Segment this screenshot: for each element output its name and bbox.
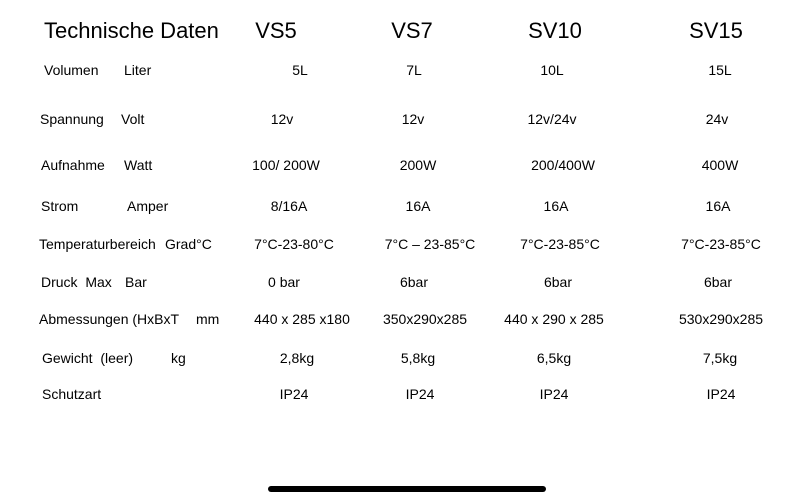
value-cell: 6bar xyxy=(543,274,573,290)
row-unit: mm xyxy=(196,311,220,327)
table-row xyxy=(0,155,800,175)
row-unit: Bar xyxy=(125,274,147,290)
value-cell: 100/ 200W xyxy=(252,157,320,173)
row-unit: kg xyxy=(171,350,186,366)
row-unit: Watt xyxy=(124,157,153,173)
row-label: Strom xyxy=(41,198,79,214)
value-cell: 7°C-23-85°C xyxy=(681,236,761,252)
table-row xyxy=(0,348,800,368)
value-cell: 7°C-23-80°C xyxy=(254,236,334,252)
value-cell: 15L xyxy=(708,62,732,78)
value-cell: 12v xyxy=(270,111,294,127)
value-cell: 7,5kg xyxy=(702,350,738,366)
value-cell: 6bar xyxy=(399,274,429,290)
row-label: Volumen xyxy=(44,62,99,78)
value-cell: 2,8kg xyxy=(279,350,315,366)
value-cell: 6bar xyxy=(703,274,733,290)
value-cell: 6,5kg xyxy=(536,350,572,366)
value-cell: 16A xyxy=(405,198,431,214)
value-cell: IP24 xyxy=(539,386,569,402)
value-cell: IP24 xyxy=(279,386,309,402)
value-cell: 12v xyxy=(401,111,425,127)
value-cell: IP24 xyxy=(405,386,435,402)
model-header-sv10: SV10 xyxy=(528,18,582,43)
table-row xyxy=(0,109,800,129)
value-cell: 5,8kg xyxy=(400,350,436,366)
value-cell: 400W xyxy=(701,157,739,173)
value-cell: 0 bar xyxy=(268,274,300,290)
value-cell: 350x290x285 xyxy=(382,311,468,327)
value-cell: IP24 xyxy=(706,386,736,402)
value-cell: 10L xyxy=(540,62,564,78)
value-cell: 12v/24v xyxy=(527,111,577,127)
table-row xyxy=(0,234,800,254)
row-label: Schutzart xyxy=(42,386,102,402)
value-cell: 440 x 285 x180 xyxy=(254,311,350,327)
value-cell: 16A xyxy=(705,198,731,214)
value-cell: 200W xyxy=(399,157,437,173)
value-cell: 440 x 290 x 285 xyxy=(504,311,604,327)
home-indicator[interactable] xyxy=(268,486,546,492)
value-cell: 24v xyxy=(705,111,729,127)
value-cell: 5L xyxy=(292,62,308,78)
table-row xyxy=(0,60,800,80)
model-header-sv15: SV15 xyxy=(689,18,743,43)
row-label: Aufnahme xyxy=(41,157,105,173)
model-header-vs5: VS5 xyxy=(255,18,297,43)
row-label: Druck Max xyxy=(41,274,112,290)
row-unit: Volt xyxy=(121,111,145,127)
table-row xyxy=(0,272,800,292)
row-unit: Amper xyxy=(127,198,169,214)
value-cell: 7°C – 23-85°C xyxy=(384,236,476,252)
table-row xyxy=(0,309,800,329)
row-unit: Grad°C xyxy=(165,236,212,252)
value-cell: 200/400W xyxy=(531,157,595,173)
model-header-vs7: VS7 xyxy=(391,18,433,43)
row-label: Spannung xyxy=(40,111,104,127)
row-label: Temperaturbereich xyxy=(39,236,156,252)
value-cell: 7L xyxy=(406,62,422,78)
row-unit: Liter xyxy=(124,62,152,78)
value-cell: 8/16A xyxy=(270,198,308,214)
page-title: Technische Daten xyxy=(44,18,219,43)
table-row xyxy=(0,196,800,216)
row-label: Gewicht (leer) xyxy=(42,350,134,366)
value-cell: 7°C-23-85°C xyxy=(520,236,600,252)
value-cell: 530x290x285 xyxy=(678,311,764,327)
value-cell: 16A xyxy=(543,198,569,214)
table-row xyxy=(0,384,800,404)
row-label: Abmessungen (HxBxT xyxy=(39,311,180,327)
